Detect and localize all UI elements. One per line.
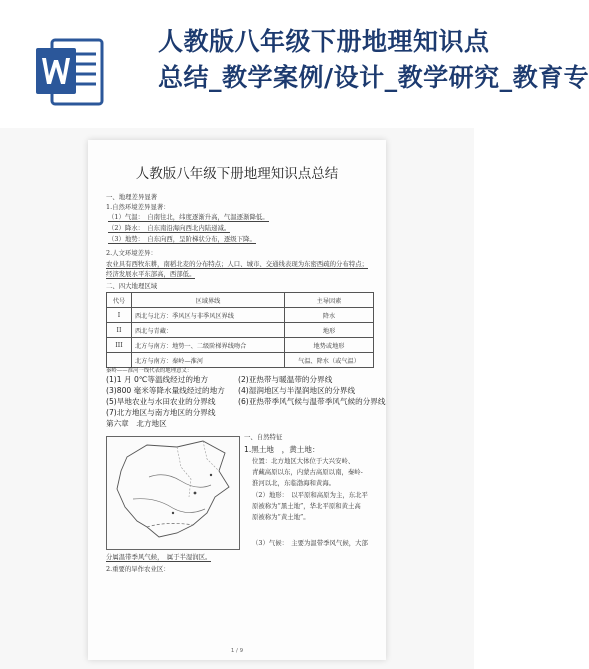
page-title: 人教版八年级下册地理知识点总结 xyxy=(135,166,339,182)
chapter-heading: 第六章 北方地区 xyxy=(106,419,167,428)
text-line: (6)亚热带季风气候与温带季风气候的分界线 xyxy=(238,397,386,406)
table-cell: 西北与青藏： xyxy=(132,323,285,338)
section-heading: 一、自然特征 xyxy=(244,433,283,441)
text-line: （3）地势： 自东向西，呈阶梯状分布，逐级下降。 xyxy=(108,235,256,243)
region-table xyxy=(106,292,374,368)
page-number: 1 / 9 xyxy=(230,648,244,654)
table-cell: 地形 xyxy=(285,323,374,338)
section-heading: 一、地理差异显著 xyxy=(106,193,158,201)
word-document-icon xyxy=(34,34,106,110)
north-region-map xyxy=(106,436,240,550)
table-header-cell: 代号 xyxy=(107,293,132,308)
title-line-1: 人教版八年级下册地理知识点 xyxy=(158,27,490,56)
text-line: （3）气候： 主要为温带季风气候，大部 xyxy=(252,539,368,547)
table-row xyxy=(107,338,374,353)
table-cell: 西北与北方：季风区与非季风区界线 xyxy=(132,308,285,323)
text-line: (1)1 月 0℃等温线经过的地方 xyxy=(106,375,209,384)
table-row xyxy=(107,323,374,338)
text-line: 淮河以北，东临渤海和黄海。 xyxy=(252,479,336,487)
table-cell: II xyxy=(107,323,132,338)
text-line: 分属温带季风气候， 属于半湿润区。 xyxy=(106,553,212,561)
text-line: (5)旱地农业与水田农业的分界线 xyxy=(106,397,216,406)
text-line: (3)800 毫米等降水量线经过的地方 xyxy=(106,386,225,395)
table-cell: III xyxy=(107,338,132,353)
title-line-2: 总结_教学案例/设计_教学研究_教育专 xyxy=(158,63,589,92)
text-line: 青藏高原以东，内蒙古高原以南，秦岭- xyxy=(252,468,363,476)
table-cell: 地势或地形 xyxy=(285,338,374,353)
text-line: (2)亚热带与暖温带的分界线 xyxy=(238,375,333,384)
subheading: 2.人文环境差异： xyxy=(106,249,157,257)
text-line: (4)湿润地区与半湿润地区的分界线 xyxy=(238,386,356,395)
subheading: 2.重要的旱作农业区： xyxy=(106,565,170,573)
table-header-cell: 区域界线 xyxy=(132,293,285,308)
text-line: 秦岭——淮河一线代表的地理意义： xyxy=(106,368,193,374)
text-line: 1.黑土地 ，黄土地： xyxy=(244,445,320,454)
text-line: （1）气温： 自南往北，纬度逐渐升高，气温逐渐降低。 xyxy=(108,213,269,221)
header-banner xyxy=(0,0,589,118)
table-header-cell: 主导因素 xyxy=(285,293,374,308)
table-cell: I xyxy=(107,308,132,323)
table-cell: 降水 xyxy=(285,308,374,323)
text-line: 位置：北方地区大体位于大兴安岭、 xyxy=(252,457,355,465)
text-line: 原被称为“黄土地”。 xyxy=(252,513,310,521)
section-heading: 二、四大地理区域 xyxy=(106,282,158,290)
table-header-row xyxy=(107,293,374,308)
text-line: （2）地形： 以平原和高原为主，东北平 xyxy=(252,491,368,499)
text-line: (7)北方地区与南方地区的分界线 xyxy=(106,408,216,417)
subheading: 1.自然环境差异显著： xyxy=(106,203,170,211)
document-title[interactable] xyxy=(158,24,589,96)
text-line: 农业具有西牧东耕，南稻北麦的分布特点；人口、城市、交通线表现为东密西疏的分布特点； xyxy=(106,260,369,268)
document-page xyxy=(88,140,386,660)
table-cell: 北方与南方：地势一、二级阶梯界线吻合 xyxy=(132,338,285,353)
text-line: 原被称为“黑土地”，华北平原和黄土高 xyxy=(252,502,361,510)
table-cell: 气温、降水（或气温） xyxy=(285,353,374,368)
text-line: （2）降水： 自东南沿海向西北内陆递减。 xyxy=(108,224,231,232)
table-cell: 北方与南方：秦岭—淮河 xyxy=(132,353,285,368)
text-line: 经济发展水平东部高，西部低。 xyxy=(106,270,196,278)
table-row xyxy=(107,308,374,323)
